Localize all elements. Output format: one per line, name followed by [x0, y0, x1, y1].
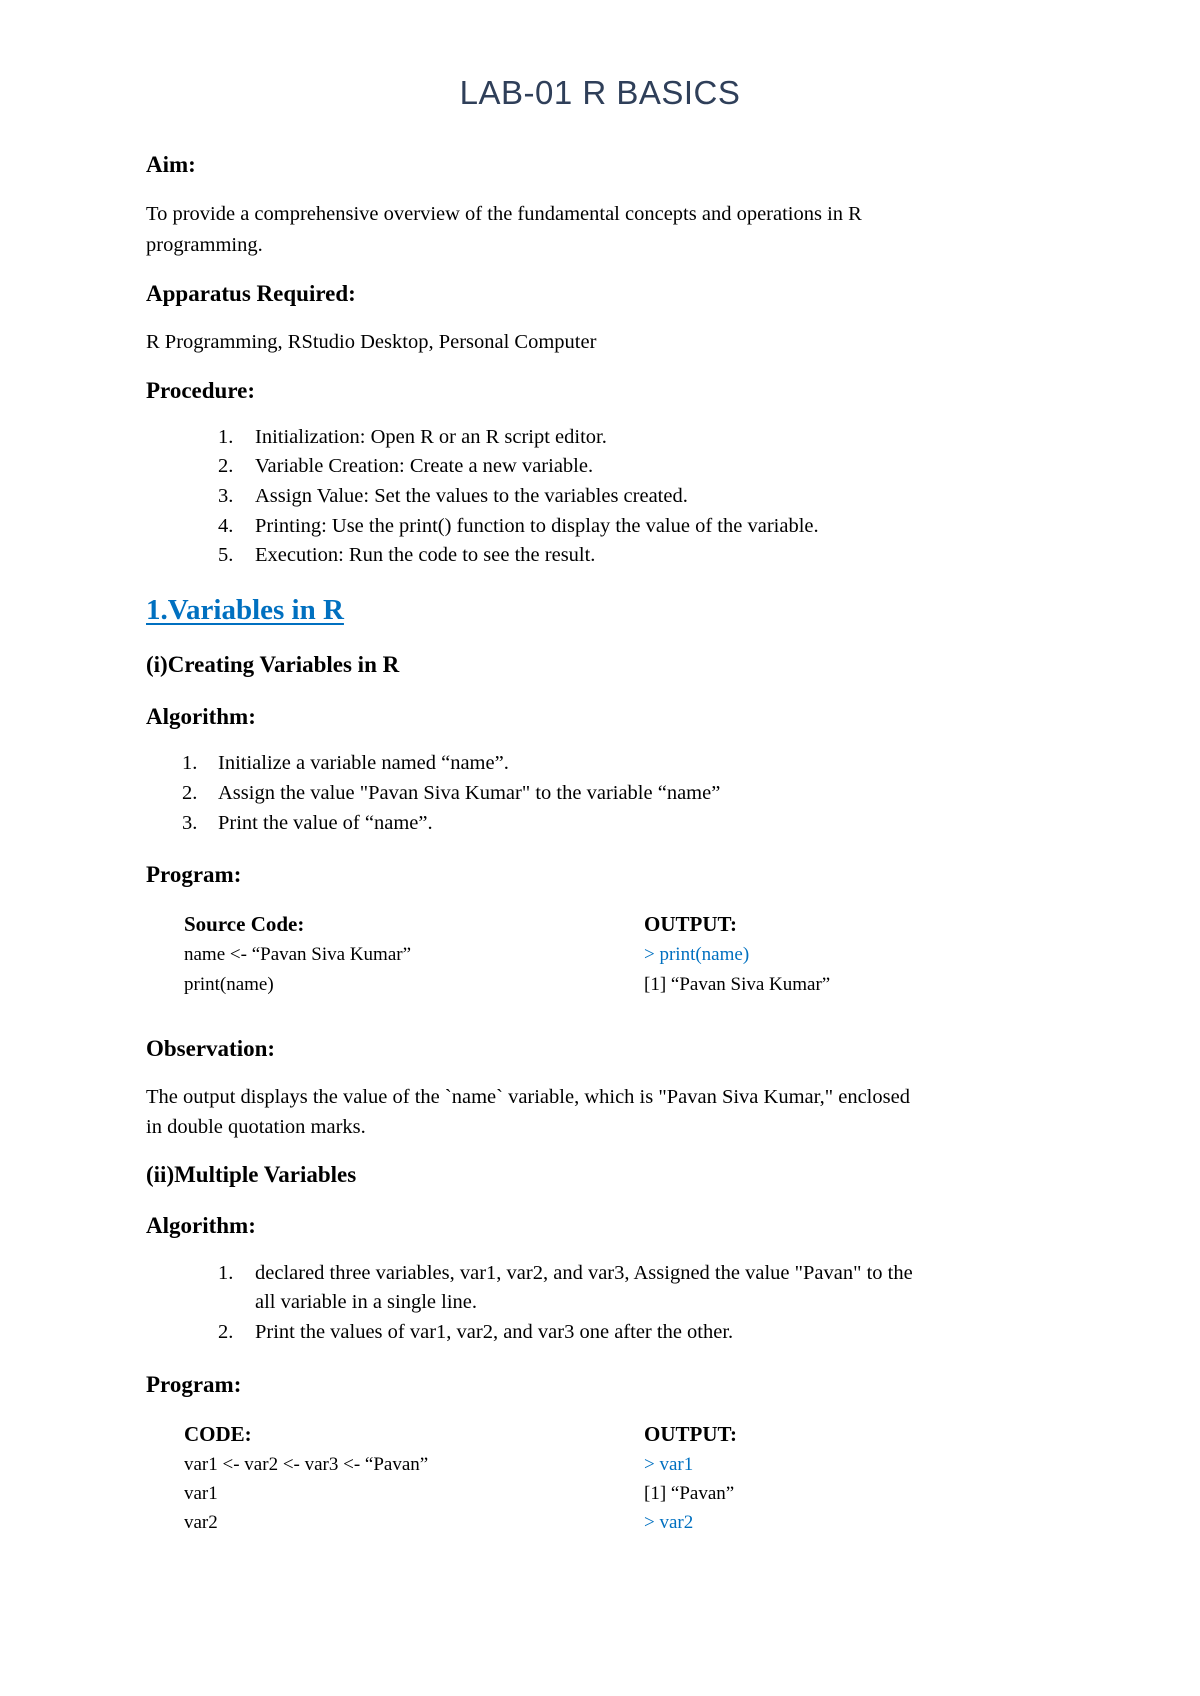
- list-item-number: 2.: [182, 782, 198, 804]
- code-line: print(name): [184, 974, 274, 995]
- list-item: Execution: Run the code to see the result.: [255, 544, 596, 566]
- aim-text-line2: programming.: [146, 234, 263, 256]
- aim-heading: Aim:: [146, 152, 196, 177]
- program-heading: Program:: [146, 862, 242, 887]
- code-line: var1: [184, 1483, 218, 1504]
- list-item: Printing: Use the print() function to display the value of the variable.: [255, 515, 819, 537]
- code-line: var1 <- var2 <- var3 <- “Pavan”: [184, 1454, 429, 1475]
- apparatus-text: R Programming, RStudio Desktop, Personal Computer: [146, 331, 597, 353]
- observation-heading: Observation:: [146, 1036, 276, 1061]
- algorithm-heading: Algorithm:: [146, 1213, 256, 1238]
- apparatus-heading: Apparatus Required:: [146, 281, 356, 306]
- output-heading: OUTPUT:: [644, 912, 737, 936]
- list-item-number: 1.: [182, 752, 198, 774]
- aim-text-line1: To provide a comprehensive overview of the fundamental concepts and operations in R: [146, 203, 862, 225]
- list-item-continuation: all variable in a single line.: [255, 1291, 478, 1313]
- program-heading: Program:: [146, 1372, 242, 1397]
- observation-text-line2: in double quotation marks.: [146, 1116, 366, 1138]
- output-line-prompt: > var2: [644, 1512, 694, 1533]
- list-item: Print the values of var1, var2, and var3 one after the other.: [255, 1321, 734, 1343]
- code-line: var2: [184, 1512, 218, 1533]
- output-line-result: [1] “Pavan Siva Kumar”: [644, 974, 831, 995]
- list-item: Initialize a variable named “name”.: [218, 752, 509, 774]
- list-item-number: 2.: [218, 1321, 234, 1343]
- source-code-heading: Source Code:: [184, 912, 305, 936]
- output-line-result: [1] “Pavan”: [644, 1483, 735, 1504]
- list-item-number: 3.: [182, 812, 198, 834]
- list-item-number: 4.: [218, 515, 234, 537]
- code-line: name <- “Pavan Siva Kumar”: [184, 944, 412, 965]
- procedure-heading: Procedure:: [146, 378, 256, 403]
- output-line-prompt: > var1: [644, 1454, 694, 1475]
- list-item: Print the value of “name”.: [218, 812, 433, 834]
- algorithm-heading: Algorithm:: [146, 704, 256, 729]
- list-item: Assign the value "Pavan Siva Kumar" to the variable “name”: [218, 782, 721, 804]
- list-item: Assign Value: Set the values to the variables created.: [255, 485, 688, 507]
- subsection-heading-creating-variables: (i)Creating Variables in R: [146, 652, 400, 677]
- output-heading: OUTPUT:: [644, 1422, 737, 1446]
- document-title: LAB-01 R BASICS: [459, 74, 741, 111]
- list-item-number: 5.: [218, 544, 234, 566]
- list-item-number: 1.: [218, 426, 234, 448]
- section-heading-variables: 1.Variables in R: [146, 594, 344, 626]
- list-item-number: 3.: [218, 485, 234, 507]
- observation-text-line1: The output displays the value of the `name` variable, which is "Pavan Siva Kumar," enclosed: [146, 1086, 910, 1108]
- output-line-prompt: > print(name): [644, 944, 750, 965]
- list-item: Initialization: Open R or an R script editor.: [255, 426, 607, 448]
- list-item: declared three variables, var1, var2, and var3, Assigned the value "Pavan" to the: [255, 1262, 913, 1284]
- list-item: Variable Creation: Create a new variable.: [255, 455, 594, 477]
- code-heading: CODE:: [184, 1422, 252, 1446]
- list-item-number: 1.: [218, 1262, 234, 1284]
- list-item-number: 2.: [218, 455, 234, 477]
- subsection-heading-multiple-variables: (ii)Multiple Variables: [146, 1162, 357, 1187]
